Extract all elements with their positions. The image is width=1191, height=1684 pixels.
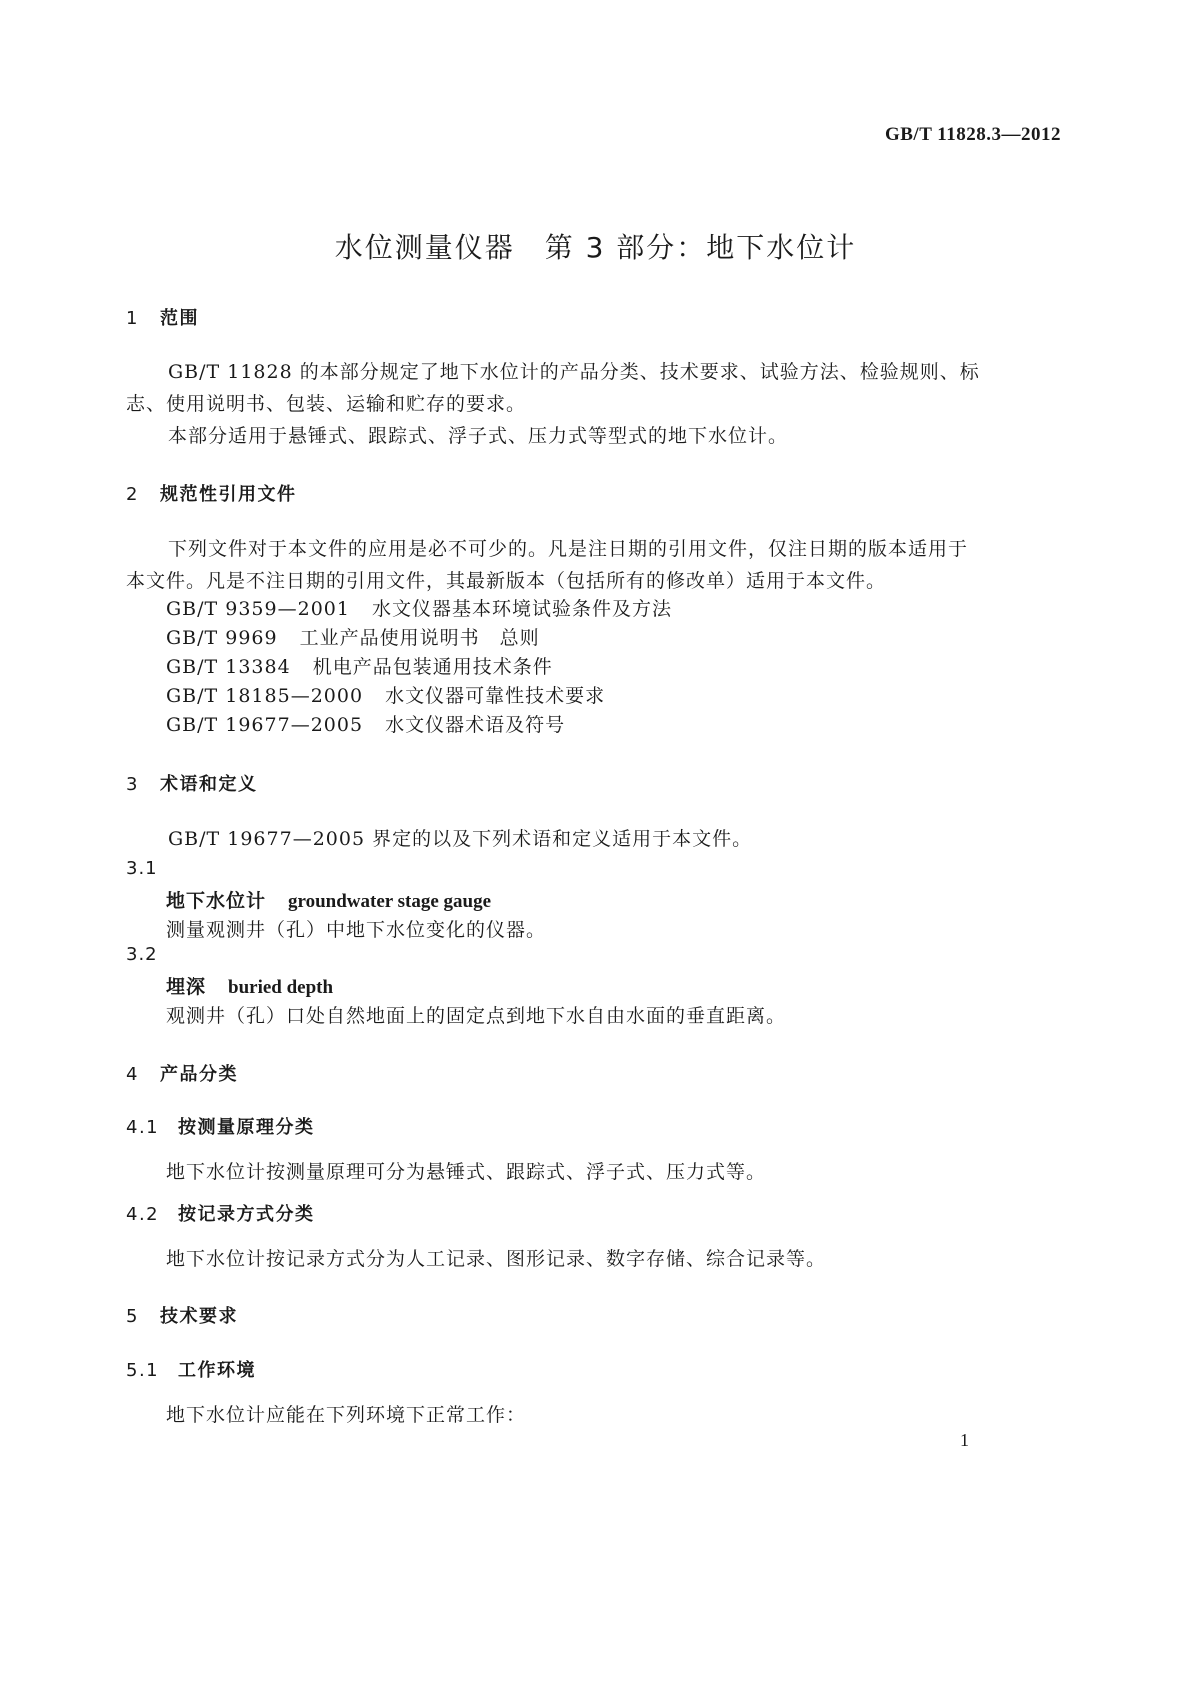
paragraph-classification-principle: 地下水位计按测量原理可分为悬锤式、跟踪式、浮子式、压力式等。 <box>166 1161 767 1183</box>
subsection-number: 5.1 <box>126 1360 160 1381</box>
section-4-heading <box>126 1060 238 1086</box>
reference-code: GB/T 18185—2000 <box>166 685 364 707</box>
term-entry <box>166 886 491 913</box>
paragraph-scope: GB/T 11828 的本部分规定了地下水位计的产品分类、技术要求、试验方法、检验规则、标志、使用说明书、包装、运输和贮存的要求。 <box>126 361 980 415</box>
section-title: 技术要求 <box>160 1306 238 1327</box>
reference-title: 工业产品使用说明书 总则 <box>299 627 540 649</box>
reference-title: 机电产品包装通用技术条件 <box>312 656 553 678</box>
section-1-heading <box>126 304 199 330</box>
subsection-title: 工作环境 <box>178 1360 256 1381</box>
reference-code: GB/T 9969 <box>166 627 278 649</box>
reference-code: GB/T 13384 <box>166 656 291 678</box>
term-chinese: 埋深 <box>166 976 207 998</box>
section-3-heading <box>126 770 258 796</box>
subsection-title: 按测量原理分类 <box>178 1117 315 1138</box>
paragraph-applicability: 本部分适用于悬锤式、跟踪式、浮子式、压力式等型式的地下水位计。 <box>168 425 789 447</box>
term-definition: 观测井（孔）口处自然地面上的固定点到地下水自由水面的垂直距离。 <box>166 1005 787 1027</box>
standard-number: GB/T 11828.3—2012 <box>884 124 1061 145</box>
section-title: 规范性引用文件 <box>160 484 297 505</box>
paragraph-normative-references: 下列文件对于本文件的应用是必不可少的。凡是注日期的引用文件，仅注日期的版本适用于本文件。凡是不注日期的引用文件，其最新版本（包括所有的修改单）适用于本文件。 <box>126 538 969 592</box>
subsection-title: 按记录方式分类 <box>178 1204 315 1225</box>
term-number: 3.1 <box>126 858 158 879</box>
term-english: buried depth <box>228 977 334 998</box>
section-2-heading <box>126 480 297 506</box>
paragraph-terms-intro: GB/T 19677—2005 界定的以及下列术语和定义适用于本文件。 <box>168 828 753 850</box>
section-number: 1 <box>126 308 139 329</box>
section-number: 4 <box>126 1064 139 1085</box>
section-number: 2 <box>126 484 139 505</box>
section-title: 产品分类 <box>160 1064 238 1085</box>
subsection-number: 4.1 <box>126 1117 160 1138</box>
section-5-heading <box>126 1302 238 1328</box>
term-chinese: 地下水位计 <box>166 890 267 912</box>
section-number: 5 <box>126 1306 139 1327</box>
reference-item <box>166 681 605 708</box>
reference-item <box>166 623 540 650</box>
reference-item <box>166 594 672 621</box>
reference-code: GB/T 9359—2001 <box>166 598 350 620</box>
subsection-4-2-heading <box>126 1200 315 1226</box>
section-number: 3 <box>126 774 139 795</box>
section-title: 范围 <box>160 308 199 329</box>
reference-title: 水文仪器可靠性技术要求 <box>385 685 606 707</box>
subsection-4-1-heading <box>126 1113 315 1139</box>
paragraph-working-environment: 地下水位计应能在下列环境下正常工作： <box>166 1404 527 1426</box>
subsection-5-1-heading <box>126 1356 256 1382</box>
section-title: 术语和定义 <box>160 774 258 795</box>
term-entry <box>166 972 333 999</box>
reference-title: 水文仪器基本环境试验条件及方法 <box>371 598 672 620</box>
term-english: groundwater stage gauge <box>288 891 492 912</box>
page-number: 1 <box>960 1430 969 1450</box>
reference-code: GB/T 19677—2005 <box>166 714 364 736</box>
term-definition: 测量观测井（孔）中地下水位变化的仪器。 <box>166 919 547 941</box>
reference-item <box>166 710 565 737</box>
reference-item <box>166 652 553 679</box>
term-number: 3.2 <box>126 944 158 965</box>
reference-title: 水文仪器术语及符号 <box>385 714 566 736</box>
subsection-number: 4.2 <box>126 1204 160 1225</box>
paragraph-classification-recording: 地下水位计按记录方式分为人工记录、图形记录、数字存储、综合记录等。 <box>166 1248 827 1270</box>
document-title: 水位测量仪器 第 3 部分：地下水位计 <box>334 231 857 264</box>
